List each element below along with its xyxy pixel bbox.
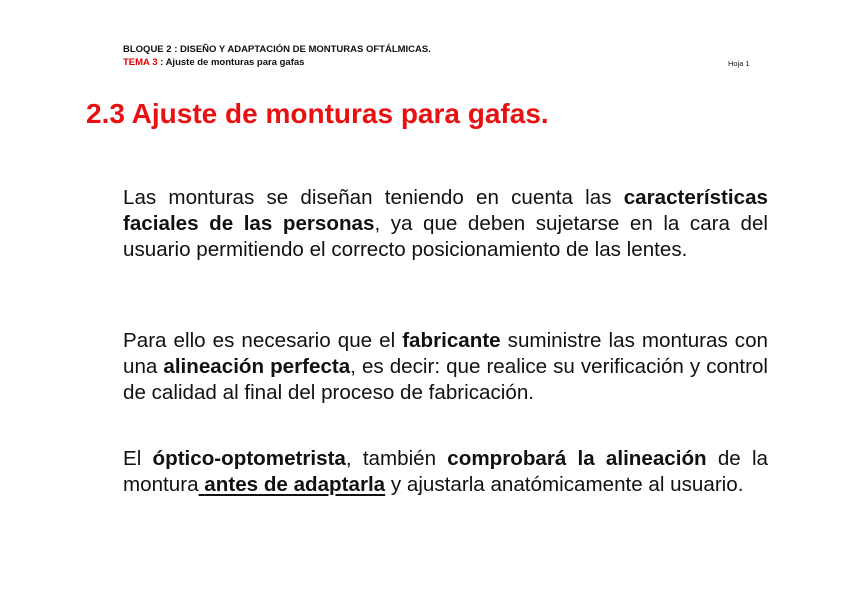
p1-text-1: Las monturas se diseñan teniendo en cuenta las [123,186,624,209]
paragraph-1 [123,185,768,263]
sheet-number: Hoja 1 [728,59,750,68]
p1-bold-1: características faciales de las personas [123,186,768,235]
p3-text-2: , también [345,447,448,470]
p2-text-1: Para ello es necesario que el [123,329,403,352]
section-title: 2.3 Ajuste de monturas para gafas. [86,98,549,129]
p2-text-2: suministre las monturas con una [123,329,768,378]
p3-text-3: de la montura [123,447,768,496]
header-topic [123,57,304,68]
topic-text: : Ajuste de monturas para gafas [157,57,305,68]
p2-bold-2: alineación perfecta [163,355,351,378]
p3-text-4: y ajustarla anatómicamente al usuario. [385,473,744,496]
p2-bold-1: fabricante [402,329,501,352]
paragraph-3 [123,446,768,498]
p2-text-3: , es decir: que realice su verificación y control de calidad al final del proceso de fabricación. [123,355,769,404]
paragraph-2 [123,328,768,406]
p1-text-2: , ya que deben sujetarse en la cara del usuario permitiendo el correcto posicionamiento de las lentes. [123,212,768,261]
p3-bold-2: comprobará la alineación [447,447,707,470]
p3-bold-1: óptico-optometrista [152,447,346,470]
p3-text-1: El [123,447,153,470]
topic-label: TEMA 3 [123,57,158,68]
header-block-title: BLOQUE 2 : DISEÑO Y ADAPTACIÓN DE MONTURAS OFTÁLMICAS. [123,44,431,55]
p3-underlined-1: antes de adaptarla [204,473,386,496]
